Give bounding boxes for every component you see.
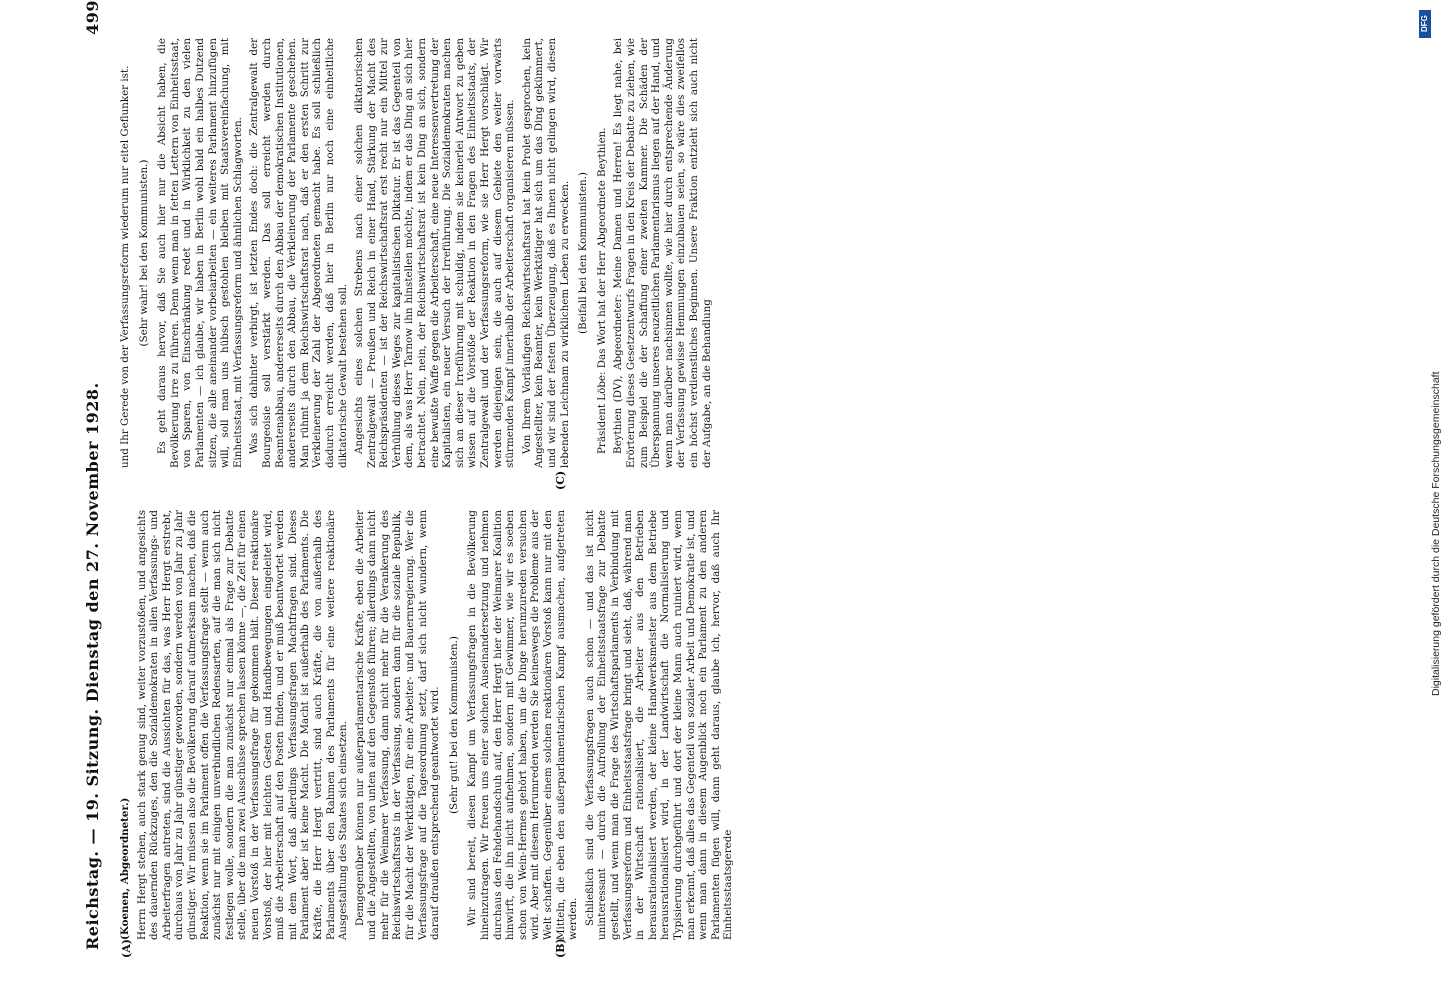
- margin-marker-a: (A): [120, 939, 133, 958]
- paragraph: Demgegenüber können nur außerparlamentarische Kräfte, eben die Arbeiter und die Angestellten, von unten auf den Gegenstoß führen; allerdings dann nicht mehr für die Weimarer Verfassung, dann nicht mehr für die Verankerung des Reichswirtschaftsrats in der Verfassung, sondern dann für die soziale Republik, für die Macht der Werktätigen, für eine Arbeiter- und Bauernregierung. Wer die Verfassungsfrage auf die Tagesordnung setzt, darf sich nicht wundern, wenn darauf draußen entsprechend geantwortet wird.: [353, 510, 442, 940]
- paragraph: Es geht daraus hervor, daß Sie auch hier nur die Absicht haben, die Bevölkerung irre zu führen. Denn wenn man in fetten Lettern von Einheitsstaat, von Sparen, von Einschränkung redet und in Wirklichkeit zu den vielen Parlamenten — ich glaube, wir haben in Berlin wohl bald ein halbes Dutzend sitzen, die alle aneinander vorbeiarbeiten — ein weiteres Parlament hinzufügen will, soll man uns hübsch gestohlen bleiben mit Staatsvereinfachung, mit Einheitsstaat, mit Verfassungsreform und ähnlichen Schlagworten.: [156, 38, 244, 468]
- paragraph: Von Ihrem Vorläufigen Reichswirtschaftsrat hat kein Prolet gesprochen, kein Angestellter, kein Beamter, kein Werktätiger hat sich um das Ding gekümmert, und wir sind der festen Überzeugung, daß es Ihnen nicht gelingen wird, diesen lebenden Leichnam zu wirklichem Leben zu erwecken.: [520, 38, 571, 468]
- paragraph: und Ihr Gerede von der Verfassungsreform wiederum nur eitel Geflunker ist.: [119, 65, 131, 468]
- interjection: (Sehr wahr! bei den Kommunisten.): [137, 159, 150, 347]
- page-header: [85, 0, 107, 960]
- paragraph: Angesichts eines solchen Strebens nach einer solchen diktatorischen Zentralgewalt — Preußen und Reich in einer Hand, Stärkung der Macht des Reichspräsidenten — ist der Reichswirtschaftsrat erst recht nur ein Mittel zur Verhüllung dieses Weges zur kapitalistischen Diktatur. Er ist das Gegenteil von dem, als was Herr Tarnow ihn hinstellen möchte, indem er das Ding an sich hier betrachtet. Nein, nein, der Reichswirtschaftsrat ist kein Ding an sich, sondern eine bewußte Waffe gegen die Arbeiterschaft, eine neue Interessenvertretung der Kapitalisten, ein neuer Versuch der Irreführung. Die Sozialdemokraten machen sich an dieser Irreführung mit schuldig, indem sie keinerlei Antwort zu geben wissen auf die Vorstöße der Reaktion in den Fragen des Einheitsstaats, der Zentralgewalt und der Verfassungsreform, wie sie Herr Hergt vorschlägt. Wir werden diejenigen sein, die auch auf diesem Gebiete den weiter vorwärts stürmenden Kampf innerhalb der Arbeiterschaft organisieren müssen.: [353, 38, 517, 468]
- presiding-remark: Präsident Löbe: Das Wort hat der Herr Abgeordnete Beythien.: [595, 127, 608, 454]
- paragraph: Was sich dahinter verbirgt, ist letzten Endes doch: die Zentralgewalt der Bourgeoisie soll verstärkt werden. Das soll erreicht werden durch Beamtenabbau, andererseits durch den Abbau der demokratischen Institutionen, andererseits durch den Abbau, die Verkleinerung der Parlamente geschehen. Man rühmt ja dem Reichswirtschaftsrat nach, daß er den ersten Schritt zur Verkleinerung der Zahl der Abgeordneten gemacht habe. Es soll schließlich dadurch erreicht werden, daß hier in Berlin nur noch eine einheitliche diktatorische Gewalt bestehen soll.: [248, 38, 349, 468]
- header-title: Reichstag. — 19. Sitzung. Dienstag den 27. November 1928.: [83, 382, 102, 950]
- right-column: [119, 38, 959, 468]
- speaker-label: (Koenen, Abgeordneter.): [119, 797, 131, 940]
- paragraph: Wir sind bereit, diesen Kampf um Verfassungsfragen in die Bevölkerung hineinzutragen. Wir freuen uns einer solchen Auseinandersetzung und nehmen durchaus den Fehdehandschuh auf, den Herr Hergt hier der Weimarer Koalition hinwirft, die ihn nicht aufnehmen, sondern mit Gewimmer, wie wir es soeben schon von Wein-Hermes gehört haben, um die Dinge herumzureden versuchen wird. Aber mit diesem Herumreden werden Sie keineswegs die Probleme aus der Welt schaffen. Gegenüber einem solchen reaktionären Vorstoß kann nur mit den Mitteln, die eben den außerparlamentarischen Kampf ausmachen, aufgetreten werden.: [466, 510, 580, 940]
- newspaper-page: [85, 0, 965, 960]
- paragraph: Beythien (DV), Abgeordneter: Meine Damen und Herren! Es liegt nahe, bei Erörterung dieses Gesetzentwurfs Fragen in den Kreis der Debatte zu ziehen, wie zum Beispiel die der Schaffung einer zweiten Kammer. Die Schäden der Überspannung unseres neuzeitlichen Parlamentarismus liegen auf der Hand, und wenn man darüber nachsinnen wollte, wie hier durch entsprechende Änderung der Verfassung gewisse Hemmungen einzubauen seien, so wäre dies zweifellos ein höchst verdienstliches Beginnen. Unsere Fraktion entzieht sich auch nicht der Aufgabe, an die Behandlung: [612, 38, 713, 468]
- credit-text: Digitalisierung gefördert durch die Deutsche Forschungsgemeinschaft: [1430, 371, 1442, 696]
- page-number: 499: [83, 0, 102, 35]
- digitization-credit: [1418, 6, 1442, 996]
- margin-marker-b: (B): [554, 938, 567, 958]
- margin-marker-c: (C): [554, 470, 567, 490]
- left-column: [119, 510, 959, 940]
- interjection: (Beifall bei den Kommunisten.): [577, 172, 590, 334]
- dfg-logo: DFG: [1419, 10, 1431, 38]
- paragraph: Schließlich sind die Verfassungsfragen auch schon — und das ist nicht uninteressant — durch die Aufrollung der Einheitsstaatsfrage zur Debatte gestellt, und wenn man die Frage des Wirtschaftsparlaments in Verbindung mit Verfassungsreform und Einheitsstaatsfrage bringt und sieht, daß, während man in der Wirtschaft rationalisiert, die Arbeiter aus den Betrieben herausrationalisiert werden, der kleine Handwerksmeister aus dem Betriebe herausrationalisiert wird, in der Landwirtschaft die Normalisierung und Typisierung durchgeführt und dort der kleine Mann auch ruiniert wird, wenn man erkennt, daß alles das Gegenteil von sozialer Arbeit und Demokratie ist, und wenn man dann in diesem Augenblick noch ein Parlament zu den anderen Parlamenten fügen will, dann geht daraus, glaube ich, hervor, daß auch Ihr Einheitsstaatsgerede: [583, 510, 735, 940]
- paragraph: Herrn Hergt stehen, auch stark genug sind, weiter vorzustoßen, und angesichts des dauernden Rückzuges, den die Sozialdemokraten in allen Verfassungs- und Arbeiterfragen antreten, sind die Aussichten für das, was Herr Hergt erstrebt, durchaus von Jahr zu Jahr günstiger geworden, sondern werden von Jahr zu Jahr günstiger. Wir müssen also die Bevölkerung darauf aufmerksam machen, daß die Reaktion, wenn sie im Parlament offen die Verfassungsfrage stellt — wenn auch zunächst nur mit einigen unverbindlichen Redensarten, auf die man sich nicht festlegen wolle, sondern die man zunächst nur einmal als Frage zur Debatte stelle, über die man zwei Ausschüsse sprechen lassen könne —, die Zeit für einen neuen Vorstoß in der Verfassungsfrage für gekommen hält. Dieser reaktionäre Vorstoß, der hier mit leichten Gesten und Handbewegungen eingeleitet wird, muß die Arbeiterschaft auf den Posten finden, und er muß beantwortet werden mit dem Wort, daß allerdings Verfassungsfragen Machtfragen sind. Dieses Parlament aber ist keine Macht. Die Macht ist außerhalb des Parlaments. Die Kräfte, die Herr Hergt vertritt, sind auch Kräfte, die von außerhalb des Parlaments über den Rahmen des Parlaments für eine weitere reaktionäre Ausgestaltung des Staates sich einsetzen.: [135, 510, 350, 940]
- interjection: (Sehr gut! bei den Kommunisten.): [447, 636, 460, 814]
